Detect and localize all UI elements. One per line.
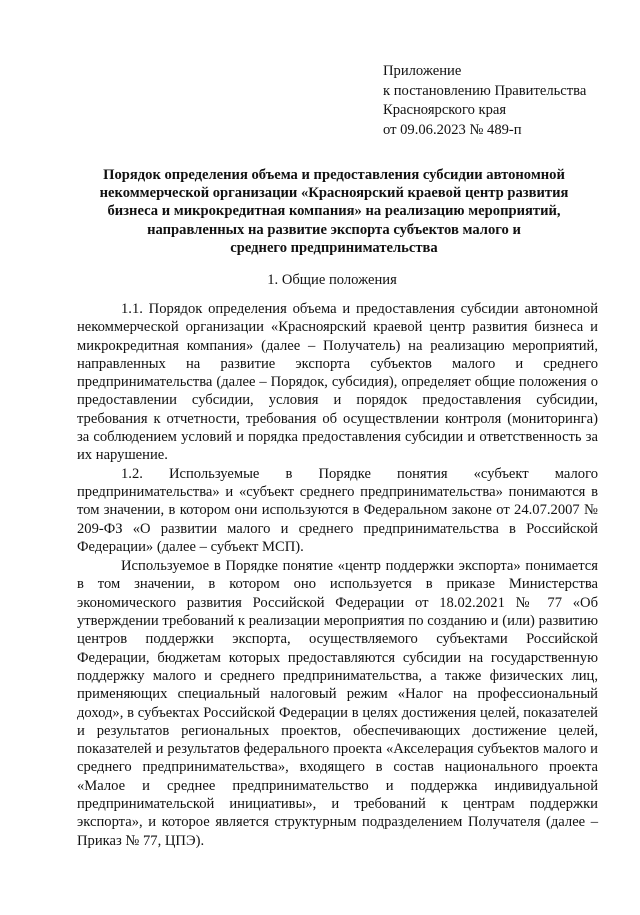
paragraph-1-1: 1.1. Порядок определения объема и предоставления субсидии автономной некоммерческой организации «Красноярский краевой центр развития бизнеса и микрокредитная компания» (далее – Получатель) на реализацию мероприятий, направленных на развитие экспорта субъектов малого и среднего предпринимательства (далее – Порядок, субсидия), определяет общие положения о предоставлении субсидии, условия и порядок предоставления субсидии, требования к отчетности, требования об осуществлении контроля (мониторинга) за соблюдением условий и порядка предоставления субсидии и ответственность за их нарушение. [77,301,598,464]
title-line: среднего предпринимательства [230,239,438,256]
section-heading: 1. Общие положения [267,272,397,288]
title-line: Порядок определения объема и предоставления субсидии автономной [103,167,565,183]
paragraph-1-2: 1.2. Используемые в Порядке понятия «субъект малого предпринимательства» и «субъект среднего предпринимательства» понимаются в том значении, в котором они используются в Федеральном законе от 24.07.2007 № 209-ФЗ «О развитии малого и среднего предпринимательства в Российской Федерации» (далее – субъект МСП). [77,465,598,555]
appendix-line: от 09.06.2023 № 489-п [383,122,522,139]
appendix-note [383,62,633,141]
title-line: бизнеса и микрокредитная компания» на реализацию мероприятий, [107,203,561,220]
title-line: некоммерческой организации «Красноярский краевой центр развития [99,185,569,202]
paragraph-export-center: Используемое в Порядке понятие «центр поддержки экспорта» понимается в том значении, в котором оно используется в приказе Министерства экономического развития Российской Федерации от 18.02.2021 № 77 «Об утверждении требований к реализации мероприятия по созданию и (или) развитию центров поддержки экспорта, осуществляемого субъектами Российской Федерации, бюджетам которых предоставляются субсидии на государственную поддержку малого и среднего предпринимательства, а также физических лиц, применяющих специальный налоговый режим «Налог на профессиональный доход», в субъектах Российской Федерации в целях достижения целей, показателей и результатов региональных проектов, обеспечивающих достижение целей, показателей и результатов федерального проекта «Акселерация субъектов малого и среднего предпринимательства», входящего в состав национального проекта «Малое и среднее предпринимательство и поддержка индивидуальной предпринимательской инициативы», и требований к центрам поддержки экспорта», и которое является структурным подразделением Получателя (далее – Приказ № 77, ЦПЭ). [77,558,598,849]
title-line: направленных на развитие экспорта субъектов малого и [147,221,521,238]
appendix-line: Приложение [383,63,462,79]
document-title [70,166,598,257]
appendix-line: Красноярского края [383,102,507,119]
appendix-line: к постановлению Правительства [383,82,587,99]
document-body [77,300,598,850]
